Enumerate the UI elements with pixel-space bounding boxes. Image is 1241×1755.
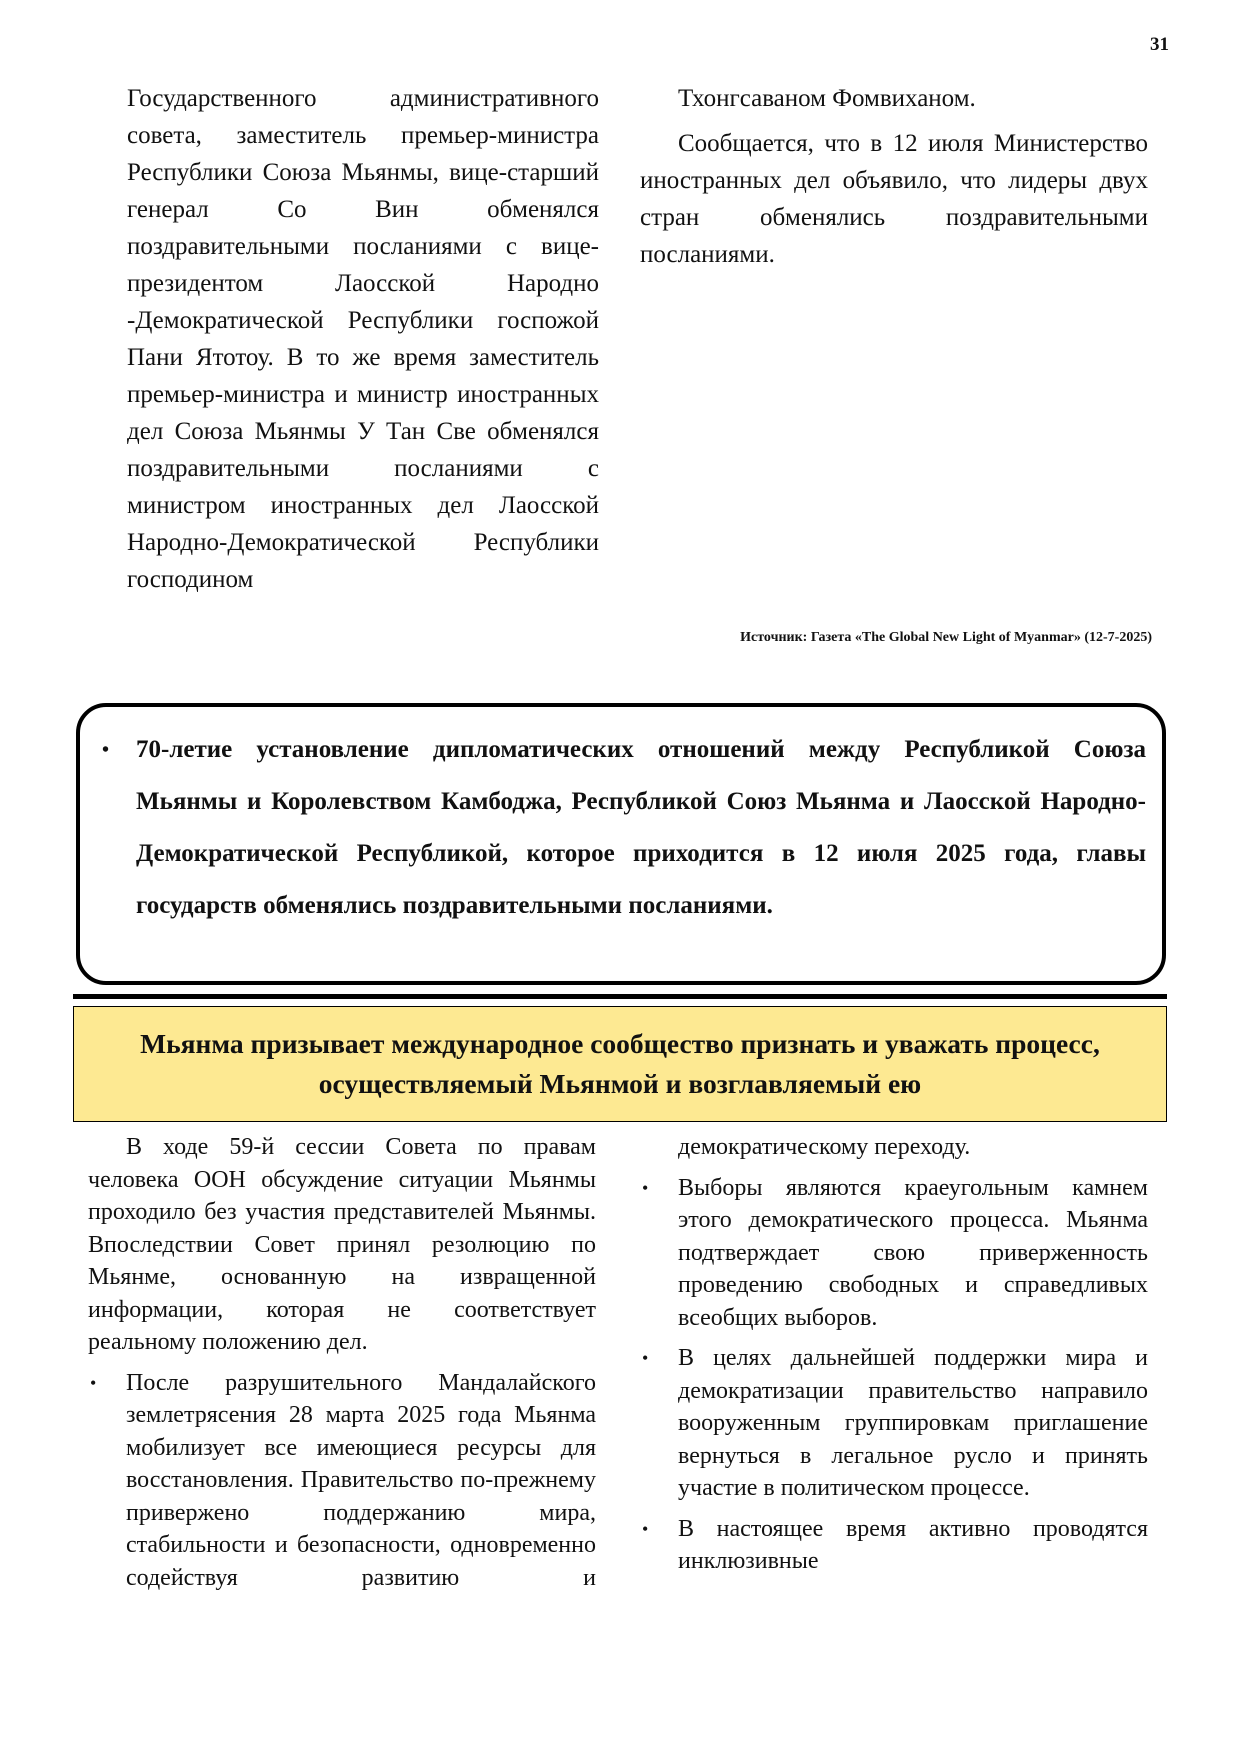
list-item-text: В целях дальнейшей поддержки мира и демократизации правительство направило вооруженным группировкам приглашение вернуться в легальное русло и принять участие в политическом процессе. [678,1345,1148,1501]
highlight-text: 70-летие установление дипломатических отношений между Республикой Союза Мьянмы и Королевством Камбоджа, Республикой Союз Мьянма и Лаосской Народно-Демократической Республикой, которое приходится в 12 июля 2025 года, главы государств обменялись поздравительными посланиями. [136,736,1146,919]
highlight-item [102,724,1146,932]
list-item [640,1172,1148,1335]
continuation-text: демократическому переходу. [678,1134,971,1160]
source-citation: Источник: Газета «The Global New Light of Myanmar» (12-7-2025) [740,630,1152,645]
list-item-text: Выборы являются краеугольным камнем этого демократического процесса. Мьянма подтверждает свою приверженность проведению свободных и справедливых всеобщих выборов. [678,1174,1148,1331]
bullet-icon: • [642,1518,649,1539]
top-right-paragraph: Сообщается, что в 12 июля Министерство иностранных дел объявило, что лидеры двух стран обменялись поздравительными посланиями. [640,130,1148,268]
list-item-text: После разрушительного Мандалайского землетрясения 28 марта 2025 года Мьянма мобилизует все имеющиеся ресурсы для восстановления. Правительство по-прежнему привержено поддержанию мира, стабильности и безопасности, одновременно содействуя развитию и [126,1369,596,1591]
bottom-right-column [640,1131,1148,1578]
highlight-list [102,724,1146,932]
bullet-icon: • [90,1372,97,1393]
list-item [88,1367,596,1595]
bullet-icon: • [642,1348,649,1368]
list-item [640,1342,1148,1505]
page-number: 31 [1150,34,1169,55]
bullet-list-right [640,1172,1148,1578]
top-right-column [640,80,1148,273]
intro-paragraph: В ходе 59-й сессии Совета по правам человека ООН обсуждение ситуации Мьянмы проходило без участия представителей Мьянмы. Впоследствии Совет принял резолюцию по Мьянме, основанную на извращенной информации, которая не соответствует реальному положению дел. [88,1134,596,1355]
bottom-left-column [88,1131,596,1594]
highlight-box [76,703,1166,985]
list-item [640,1513,1148,1578]
top-left-paragraph: Государственного административного совета, заместитель премьер-министра Республики Союза Мьянмы, вице-старший генерал Со Вин обменялся поздравительными посланиями с вице-президентом Лаосской Народно -Демократической Республики госпожой Пани Ятотоу. В то же время заместитель премьер-министра и министр иностранных дел Союза Мьянмы У Тан Све обменялся поздравительными посланиями с министром иностранных дел Лаосской Народно-Демократической Республики господином [127,85,599,593]
article-title-banner [73,1006,1167,1122]
top-right-continuation: Тхонгсаваном Фомвиханом. [678,85,976,112]
top-left-column [127,80,599,598]
bullet-list-left [88,1367,596,1595]
list-item-text: В настоящее время активно проводятся инклюзивные [678,1515,1148,1574]
bullet-icon: • [642,1177,649,1198]
section-divider [73,994,1167,999]
bullet-icon: • [102,739,110,761]
article-title: Мьянма призывает международное сообщество признать и уважать процесс, осуществляемый Мьянмой и возглавляемый ею [140,1028,1100,1099]
